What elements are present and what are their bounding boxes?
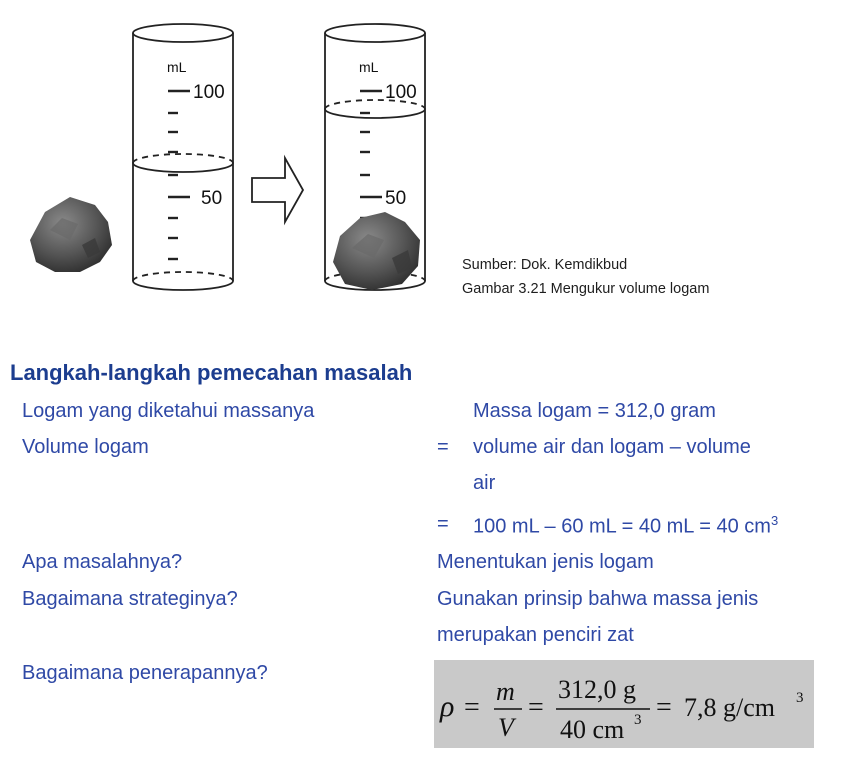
tick-50-right: 50 (385, 188, 407, 209)
row3-value-text: 100 mL – 60 mL = 40 mL = 40 cm (473, 515, 771, 538)
row1-label: Logam yang diketahui massanya (22, 400, 315, 422)
arrow-right-icon (252, 158, 303, 222)
figure-source: Sumber: Dok. Kemdikbud (462, 257, 628, 273)
density-formula-box (434, 660, 814, 748)
row5-label: Bagaimana strateginya? (22, 588, 238, 610)
tick-100-left: 100 (193, 82, 225, 103)
density-formula (434, 660, 814, 748)
row3-value (473, 513, 778, 539)
formula-rho: ρ (440, 690, 455, 723)
tick-100-right: 100 (385, 82, 417, 103)
figure-illustration (0, 0, 865, 310)
section-heading: Langkah-langkah pemecahan masalah (10, 360, 413, 385)
rock-left (30, 197, 112, 272)
formula-result: 7,8 g/cm (684, 693, 775, 722)
formula-denominator: 40 cm (560, 715, 625, 744)
formula-eq3: = (656, 692, 672, 723)
row2-value-line2: air (473, 472, 496, 494)
volume-measurement-figure (0, 0, 865, 310)
formula-eq1: = (464, 692, 480, 723)
row5-value-line1: Gunakan prinsip bahwa massa jenis (437, 588, 759, 610)
row2-value-line1: volume air dan logam – volume (473, 436, 751, 458)
formula-numerator: 312,0 g (558, 675, 636, 704)
row2-equals: = (437, 436, 449, 458)
rock-right (333, 212, 420, 290)
row1-value: Massa logam = 312,0 gram (473, 400, 716, 422)
row2-label: Volume logam (22, 436, 149, 458)
formula-m: m (496, 677, 515, 706)
row4-label: Apa masalahnya? (22, 551, 183, 573)
figure-caption: Gambar 3.21 Mengukur volume logam (462, 281, 710, 297)
tick-50-left: 50 (201, 188, 223, 209)
row6-label: Bagaimana penerapannya? (22, 662, 268, 684)
formula-den-sup: 3 (634, 712, 642, 728)
row3-equals: = (437, 513, 449, 535)
formula-eq2: = (528, 692, 544, 723)
formula-V: V (498, 713, 514, 742)
row3-value-sup: 3 (770, 513, 779, 528)
row5-value-line2: merupakan penciri zat (437, 624, 634, 646)
formula-result-sup: 3 (796, 690, 804, 706)
unit-label-right: mL (359, 59, 379, 75)
unit-label-left: mL (167, 59, 187, 75)
row4-value: Menentukan jenis logam (437, 551, 654, 573)
